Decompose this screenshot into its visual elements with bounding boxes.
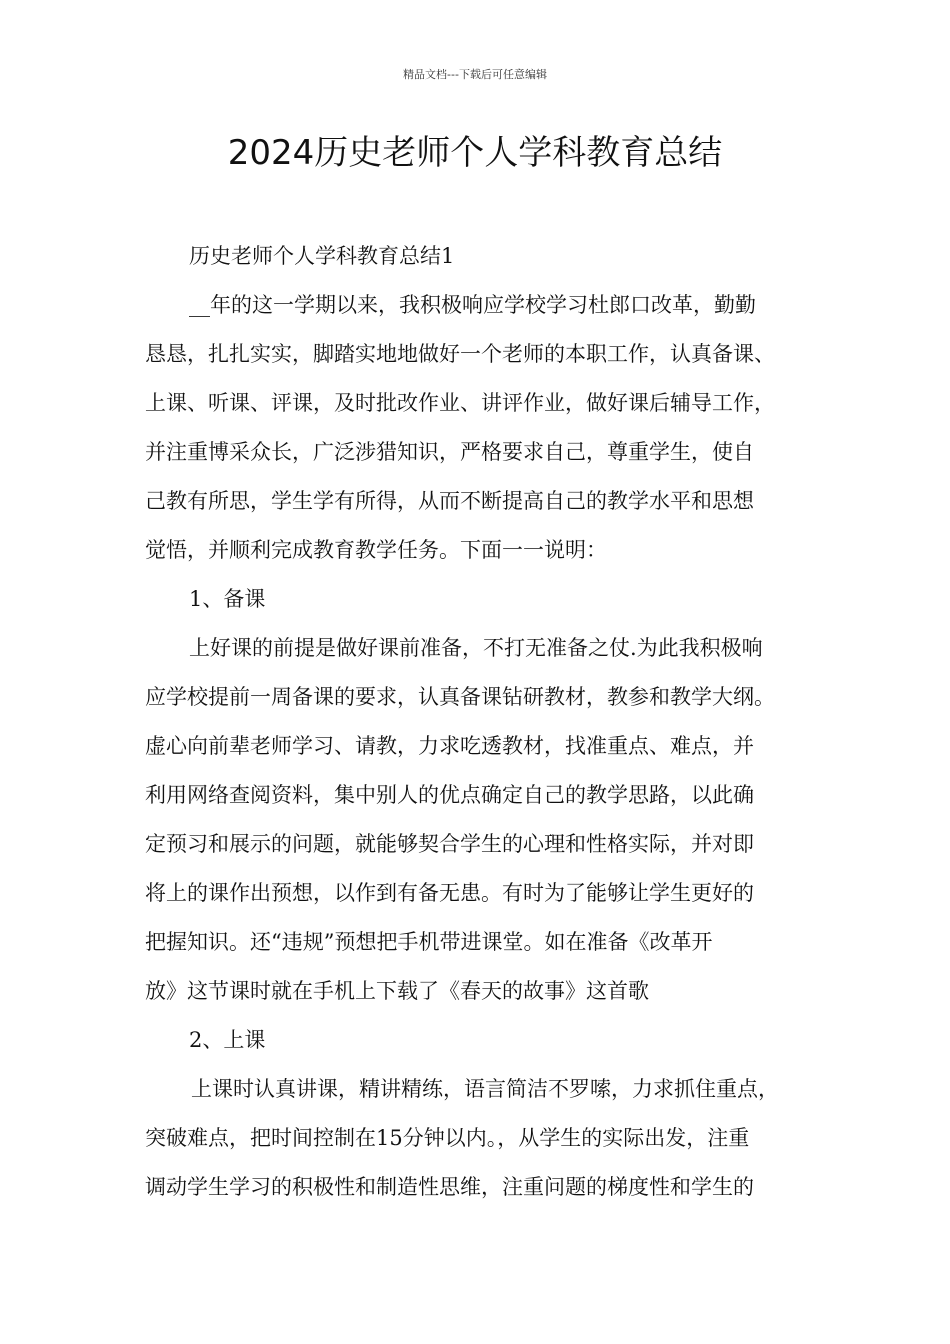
- section-heading: 2、上课: [189, 1028, 266, 1052]
- paragraph-line: 调动学生学习的积极性和制造性思维，注重问题的梯度性和学生的: [145, 1175, 754, 1199]
- paragraph-line: 应学校提前一周备课的要求，认真备课钻研教材，教参和教学大纲。: [145, 685, 775, 709]
- section-heading: 1、备课: [189, 587, 266, 611]
- paragraph-line: 觉悟，并顺利完成教育教学任务。下面一一说明：: [145, 538, 607, 562]
- paragraph-line: 突破难点，把时间控制在15分钟以内。，从学生的实际出发，注重: [145, 1126, 750, 1150]
- document-title: 2024历史老师个人学科教育总结: [227, 133, 723, 173]
- paragraph-line: 把握知识。还“违规”预想把手机带进课堂。如在准备《改革开: [145, 930, 713, 954]
- paragraph-line: 虚心向前辈老师学习、请教，力求吃透教材，找准重点、难点，并: [145, 734, 754, 758]
- header-note: 精品文档---下载后可任意编辑: [403, 68, 547, 81]
- paragraph-line: 利用网络查阅资料，集中别人的优点确定自己的教学思路，以此确: [145, 783, 754, 807]
- paragraph-line: 放》这节课时就在手机上下载了《春天的故事》这首歌: [145, 979, 649, 1003]
- document-body: [145, 232, 827, 1212]
- paragraph-line: 上课、听课、评课，及时批改作业、讲评作业，做好课后辅导工作，: [145, 391, 775, 415]
- section-heading: 历史老师个人学科教育总结1: [189, 244, 455, 268]
- paragraph-line: 己教有所思，学生学有所得，从而不断提高自己的教学水平和思想: [145, 489, 754, 513]
- paragraph-line: __年的这一学期以来，我积极响应学校学习杜郎口改革，勤勤: [189, 293, 756, 317]
- paragraph-line: 将上的课作出预想，以作到有备无患。有时为了能够让学生更好的: [145, 881, 754, 905]
- paragraph-line: 上课时认真讲课，精讲精练，语言简洁不罗嗦，力求抓住重点，: [191, 1077, 779, 1101]
- paragraph-line: 并注重博采众长，广泛涉猎知识，严格要求自己，尊重学生，使自: [145, 440, 754, 464]
- paragraph-line: 恳恳，扎扎实实，脚踏实地地做好一个老师的本职工作，认真备课、: [145, 342, 775, 366]
- paragraph-line: 定预习和展示的问题，就能够契合学生的心理和性格实际，并对即: [145, 832, 754, 856]
- paragraph-line: 上好课的前提是做好课前准备，不打无准备之仗.为此我积极响: [189, 636, 763, 660]
